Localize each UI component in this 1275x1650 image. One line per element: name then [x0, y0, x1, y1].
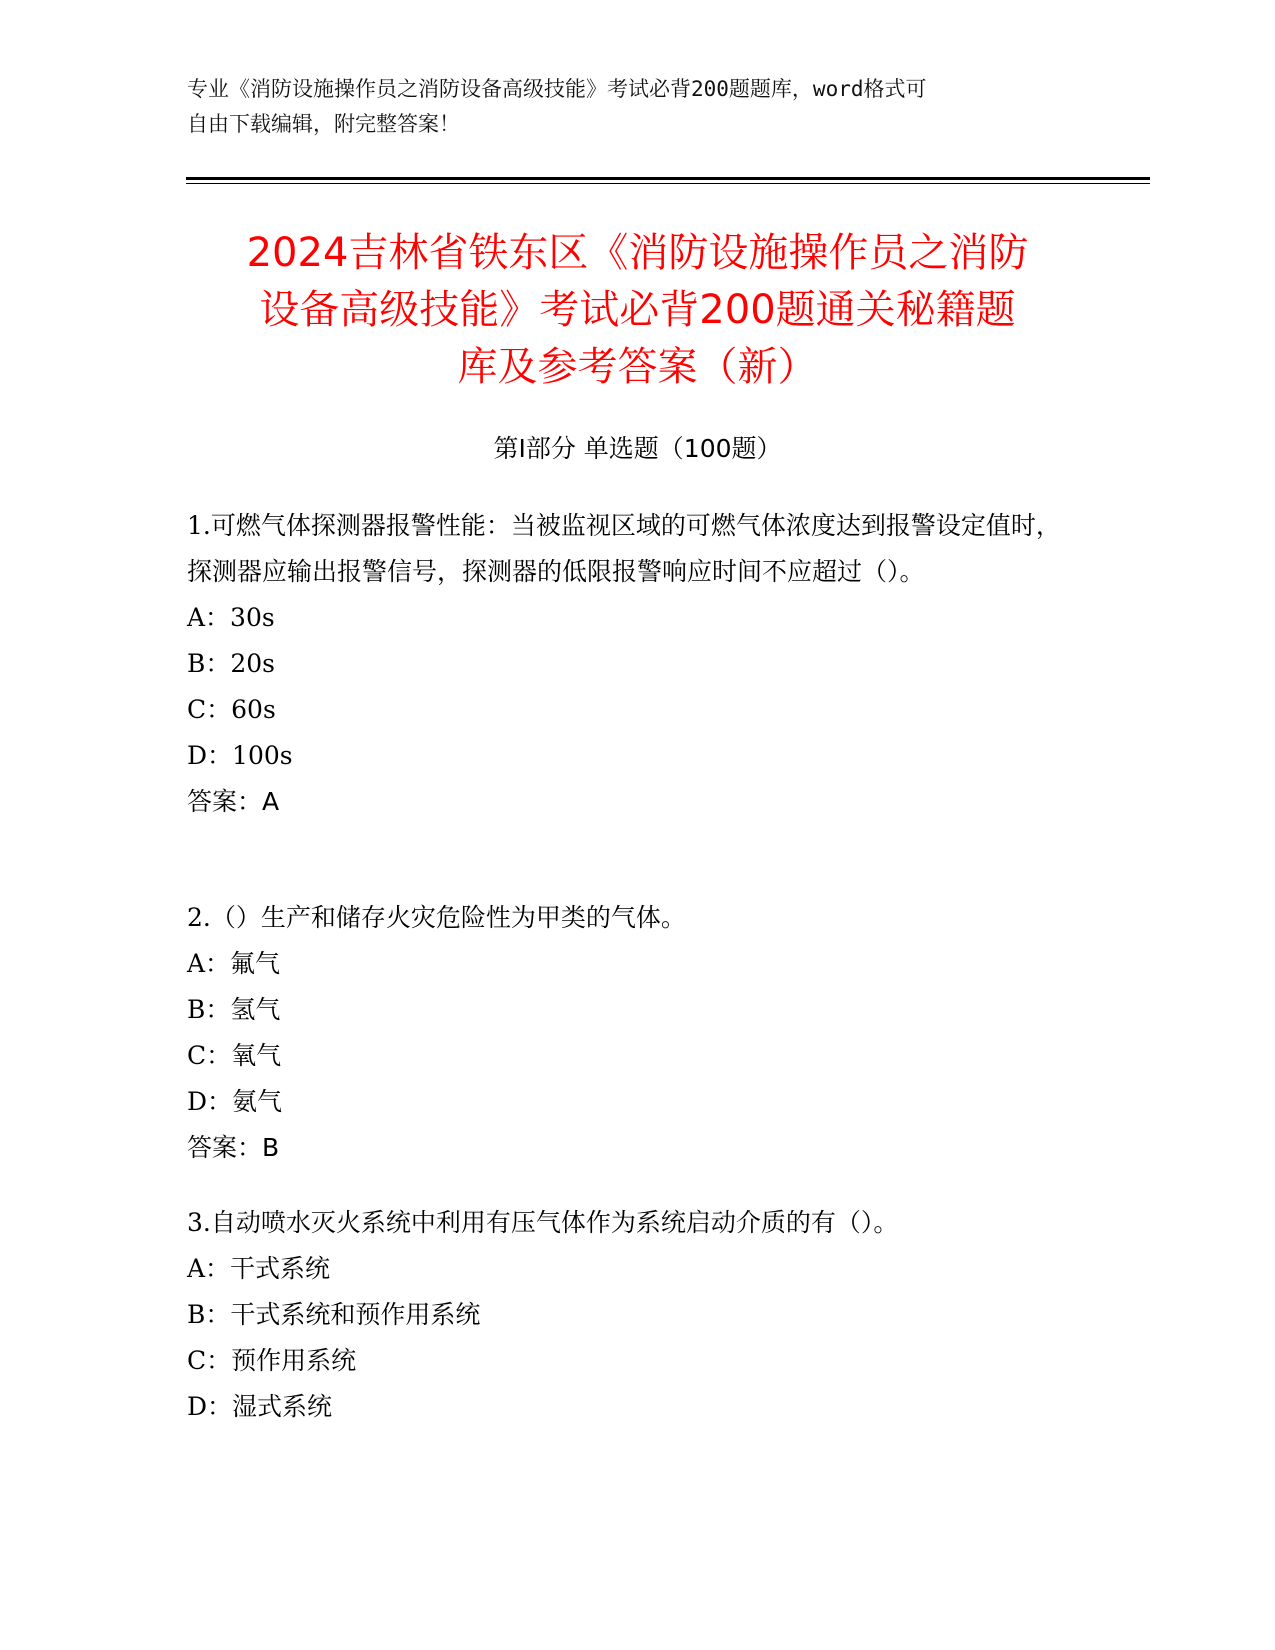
option-c: C：预作用系统 — [187, 1346, 357, 1375]
document-title — [150, 225, 1125, 396]
option-a: A：干式系统 — [187, 1254, 331, 1283]
header-note — [187, 72, 1087, 142]
question-2 — [187, 895, 1067, 1171]
option-d: D：100s — [187, 741, 293, 770]
document-title-line-2: 设备高级技能》考试必背200题通关秘籍题 — [259, 287, 1016, 333]
question-stem: 3.自动喷水灭火系统中利用有压气体作为系统启动介质的有（）。 — [187, 1208, 899, 1237]
option-b: B：干式系统和预作用系统 — [187, 1300, 481, 1329]
document-title-line-3: 库及参考答案（新） — [457, 344, 818, 390]
option-b: B：20s — [187, 649, 276, 678]
question-stem: 1.可燃气体探测器报警性能：当被监视区域的可燃气体浓度达到报警设定值时，探测器应输出报警信号，探测器的低限报警响应时间不应超过（）。 — [187, 511, 1061, 586]
header-divider-thin — [186, 183, 1150, 184]
question-stem: 2.（）生产和储存火灾危险性为甲类的气体。 — [187, 903, 686, 932]
document-title-line-1: 2024吉林省铁东区《消防设施操作员之消防 — [246, 230, 1029, 276]
option-c: C：60s — [187, 695, 276, 724]
answer: 答案：A — [187, 787, 280, 816]
header-note-line-1: 专业《消防设施操作员之消防设备高级技能》考试必背200题题库，word格式可 — [187, 77, 927, 101]
option-a: A：30s — [187, 603, 275, 632]
question-3 — [187, 1200, 1067, 1430]
answer: 答案：B — [187, 1133, 280, 1162]
section-title: 第Ⅰ部分 单选题（100题） — [493, 434, 782, 463]
question-1 — [187, 503, 1067, 825]
option-c: C：氧气 — [187, 1041, 282, 1070]
option-b: B：氢气 — [187, 995, 281, 1024]
header-divider-thick — [186, 177, 1150, 180]
option-a: A：氟气 — [187, 949, 281, 978]
header-note-line-2: 自由下载编辑，附完整答案！ — [187, 112, 460, 136]
option-d: D：氨气 — [187, 1087, 283, 1116]
option-d: D：湿式系统 — [187, 1392, 333, 1421]
